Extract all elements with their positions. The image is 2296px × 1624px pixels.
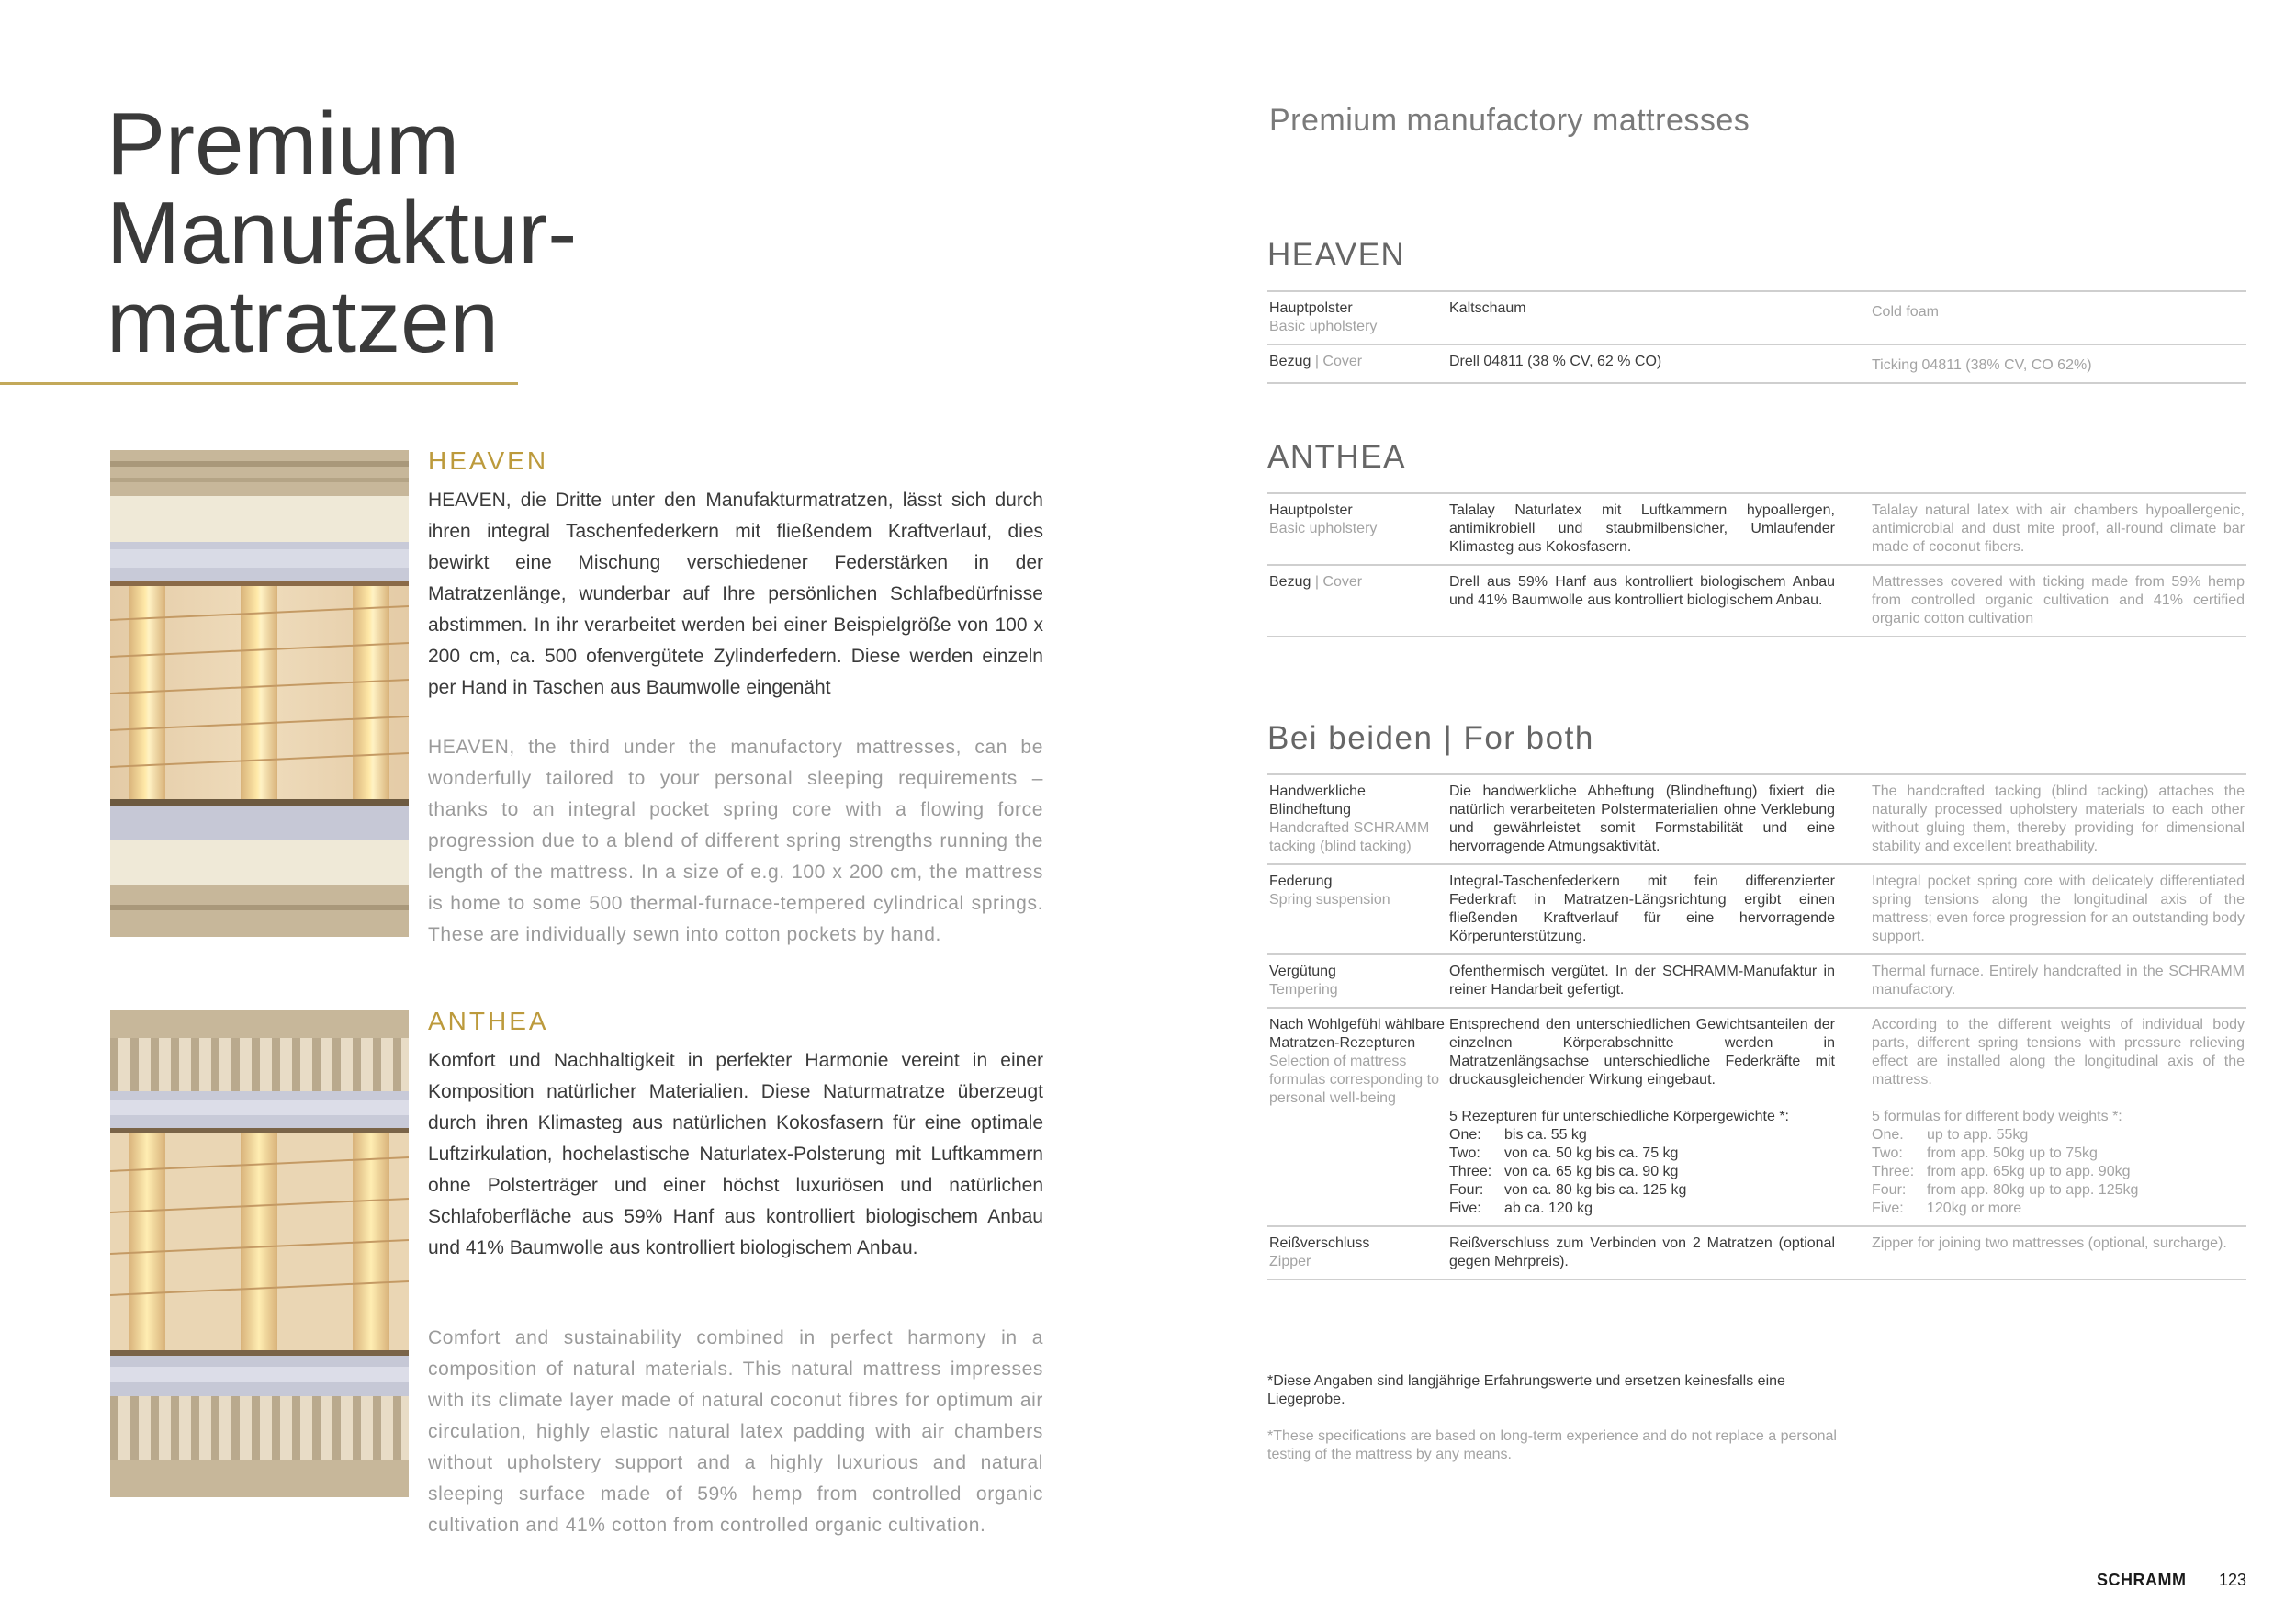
row-value-en — [1851, 1008, 2246, 1226]
heaven-mattress-photo — [110, 450, 409, 937]
formula-intro-de: Entsprechend den unterschiedlichen Gewichtsanteilen der einzelnen Körperabschnitte werden in Matratzenlängsachse unterschiedliche Federkräfte mit druckausgleichender Wirkung eingebaut. — [1449, 1017, 1835, 1088]
row-value-en: Talalay natural latex with air chambers hypoallergenic, antimicrobial and dust mite proof, all-round climate bar made of coconut fibers. — [1872, 502, 2245, 555]
table-row — [1267, 864, 2246, 954]
row-value-de: Die handwerkliche Abheftung (Blindheftung) fixiert die natürlich verarbeiteten Polstermaterialien ohne Verklebung und gewährleistet somit Formstabilität und eine hervorragende Atmungsaktivität. — [1449, 784, 1835, 854]
table-row — [1267, 774, 2246, 864]
formula-list-title-en: 5 formulas for different body weights *: — [1872, 1109, 2122, 1124]
formula-item-en: Two: from app. 50kg up to 75kg — [1872, 1145, 2098, 1161]
footnote-de: *Diese Angaben sind langjährige Erfahrungswerte und ersetzen keinesfalls eine Liegeprobe. — [1267, 1373, 1785, 1407]
formula-item-de: Two: von ca. 50 kg bis ca. 75 kg — [1449, 1145, 1679, 1161]
label-separator: | — [1311, 354, 1323, 369]
row-value-en: Ticking 04811 (38% CV, CO 62%) — [1872, 357, 2092, 373]
heaven-title: HEAVEN — [428, 446, 549, 475]
title-line-2: Manufaktur- — [107, 184, 578, 282]
anthea-title: ANTHEA — [428, 1007, 549, 1035]
page-number: 123 — [2219, 1571, 2247, 1589]
anthea-spec-title: ANTHEA — [1267, 439, 1406, 475]
table-row — [1267, 1226, 2246, 1280]
formula-item-de: One: bis ca. 55 kg — [1449, 1127, 1587, 1143]
row-label: Bezug — [1269, 354, 1311, 369]
row-label-en: Tempering — [1269, 982, 1338, 998]
row-label: Federung — [1269, 874, 1333, 889]
row-label-en: Basic upholstery — [1269, 521, 1378, 536]
row-label-en: Selection of mattress formulas corresponding to personal well-being — [1269, 1054, 1439, 1106]
title-line-1: Premium — [107, 95, 460, 193]
anthea-spec-table — [1267, 492, 2246, 637]
label-separator: | — [1311, 574, 1323, 590]
title-underline — [0, 382, 518, 385]
both-spec-table — [1267, 773, 2246, 1280]
title-line-3: matratzen — [107, 273, 499, 371]
row-label-en: Cover — [1322, 354, 1363, 369]
anthea-mattress-photo — [110, 1010, 409, 1497]
formula-list-title-de: 5 Rezepturen für unterschiedliche Körpergewichte *: — [1449, 1109, 1789, 1124]
formula-item-de: Four: von ca. 80 kg bis ca. 125 kg — [1449, 1182, 1687, 1198]
table-row — [1267, 1008, 2246, 1226]
anthea-text-en: Comfort and sustainability combined in perfect harmony in a composition of natural materials. This natural mattress impresses with its climate layer made of natural coconut fibres for optimum air circulation, highly elastic natural latex padding with air chambers without upholstery support and a highly luxurious and natural sleeping surface made of 59% hemp from controlled organic cultivation and 41% cotton from controlled organic cultivation. — [428, 1327, 1043, 1536]
formula-item-en: Three: from app. 65kg up to app. 90kg — [1872, 1164, 2131, 1179]
row-label: Vergütung — [1269, 964, 1336, 979]
row-value-de: Ofenthermisch vergütet. In der SCHRAMM-Manufaktur in reiner Handarbeit gefertigt. — [1449, 964, 1835, 998]
heaven-spec-table — [1267, 290, 2246, 384]
table-row — [1267, 954, 2246, 1008]
heaven-text-en: HEAVEN, the third under the manufactory mattresses, can be wonderfully tailored to your personal sleeping requirements – thanks to an integral pocket spring core with a flowing force progression due to a blend of different spring strengths running the length of the mattress. In a size of e.g. 100 x 200 cm, the mattress is home to some 500 thermal-furnace-tempered cylindrical springs. These are individually sewn into cotton pockets by hand. — [428, 737, 1043, 945]
formula-item-de: Three: von ca. 65 kg bis ca. 90 kg — [1449, 1164, 1679, 1179]
table-row — [1267, 344, 2246, 383]
row-value-de: Talalay Naturlatex mit Luftkammern hypoallergen, antimikrobiell und staubmilbensicher, Umlaufender Klimasteg aus Kokosfasern. — [1449, 502, 1835, 555]
row-value-de: Reißverschluss zum Verbinden von 2 Matratzen (optional gegen Mehrpreis). — [1449, 1235, 1835, 1269]
formula-item-en: Four: from app. 80kg up to app. 125kg — [1872, 1182, 2139, 1198]
row-value-en: Integral pocket spring core with delicately differentiated spring tensions along the longitudinal axis of the mattress; even force progression for an outstanding body support. — [1872, 874, 2245, 944]
formula-item-en: Five: 120kg or more — [1872, 1201, 2022, 1216]
right-page-title: Premium manufactory mattresses — [1269, 103, 1750, 138]
row-value-de — [1447, 1008, 1851, 1226]
row-label-en: Basic upholstery — [1269, 319, 1378, 334]
formula-item-en: One. up to app. 55kg — [1872, 1127, 2029, 1143]
row-label: Bezug — [1269, 574, 1311, 590]
row-label: Hauptpolster — [1269, 502, 1353, 518]
row-label: Nach Wohlgefühl wählbare Matratzen-Rezepturen — [1269, 1017, 1445, 1051]
row-value-de: Kaltschaum — [1449, 300, 1526, 316]
both-spec-title: Bei beiden | For both — [1267, 720, 1594, 756]
page-title — [107, 95, 621, 371]
row-value-en: Cold foam — [1872, 304, 1939, 320]
heaven-spec-title: HEAVEN — [1267, 237, 1406, 273]
row-label-en: Spring suspension — [1269, 892, 1390, 908]
table-row — [1267, 291, 2246, 344]
formula-item-de: Five: ab ca. 120 kg — [1449, 1201, 1593, 1216]
table-row — [1267, 493, 2246, 565]
table-row — [1267, 565, 2246, 637]
row-value-de: Drell aus 59% Hanf aus kontrolliert biologischem Anbau und 41% Baumwolle aus kontrolliert biologischem Anbau. — [1449, 574, 1835, 608]
row-value-en: Mattresses covered with ticking made from 59% hemp from controlled organic cultivation and 41% certified organic cotton cultivation — [1872, 574, 2245, 626]
row-value-de: Drell 04811 (38 % CV, 62 % CO) — [1449, 354, 1662, 369]
formula-intro-en: According to the different weights of individual body parts, different spring tensions with pressure relieving effect are installed along the longitudinal axis of the mattress. — [1872, 1017, 2245, 1088]
footnote-en: *These specifications are based on long-term experience and do not replace a personal testing of the mattress by any means. — [1267, 1428, 1837, 1462]
brand-name: SCHRAMM — [2097, 1571, 2187, 1589]
row-label: Hauptpolster — [1269, 300, 1353, 316]
row-label: Handwerkliche Blindheftung — [1269, 784, 1366, 818]
row-value-en: The handcrafted tacking (blind tacking) attaches the naturally processed upholstery materials to each other without gluing them, thereby providing for dimensional stability and excellent breathability. — [1872, 784, 2245, 854]
row-value-en: Thermal furnace. Entirely handcrafted in the SCHRAMM manufactory. — [1872, 964, 2245, 998]
heaven-text-de: HEAVEN, die Dritte unter den Manufakturmatratzen, lässt sich durch ihren integral Taschenfederkern mit fließendem Kraftverlauf, dies bewirkt eine Mischung verschiedener Federstärken in der Matratzenlänge, wunderbar auf Ihre persönlichen Schlafbedürfnisse abstimmen. In ihr verarbeitet werden bei einer Beispielgröße von 100 x 200 cm, ca. 500 ofenvergütete Zylinderfedern. Diese werden einzeln per Hand in Taschen aus Baumwolle eingenäht — [428, 490, 1043, 698]
row-label: Reißverschluss — [1269, 1235, 1370, 1251]
row-label-en: Handcrafted SCHRAMM tacking (blind tacking) — [1269, 820, 1430, 854]
row-label-en: Zipper — [1269, 1254, 1311, 1269]
row-label-en: Cover — [1322, 574, 1363, 590]
row-value-de: Integral-Taschenfederkern mit fein differenzierter Federkraft in Matratzen-Längsrichtung ergibt einen fließenden Kraftverlauf für eine hervorragende Körperunterstützung. — [1449, 874, 1835, 944]
row-value-en: Zipper for joining two mattresses (optional, surcharge). — [1872, 1235, 2227, 1251]
anthea-text-de: Komfort und Nachhaltigkeit in perfekter Harmonie vereint in einer Komposition natürlicher Materialien. Diese Naturmatratze überzeugt durch ihren Klimasteg aus natürlichen Kokosfasern für eine optimale Luftzirkulation, hochelastische Naturlatex-Polsterung mit Luftkammern ohne Polsterträger und einer höchst luxuriösen und natürlichen Schlafoberfläche aus 59% Hanf aus kontrolliert biologischem Anbau und 41% Baumwolle aus kontrolliert biologischem Anbau. — [428, 1050, 1043, 1258]
